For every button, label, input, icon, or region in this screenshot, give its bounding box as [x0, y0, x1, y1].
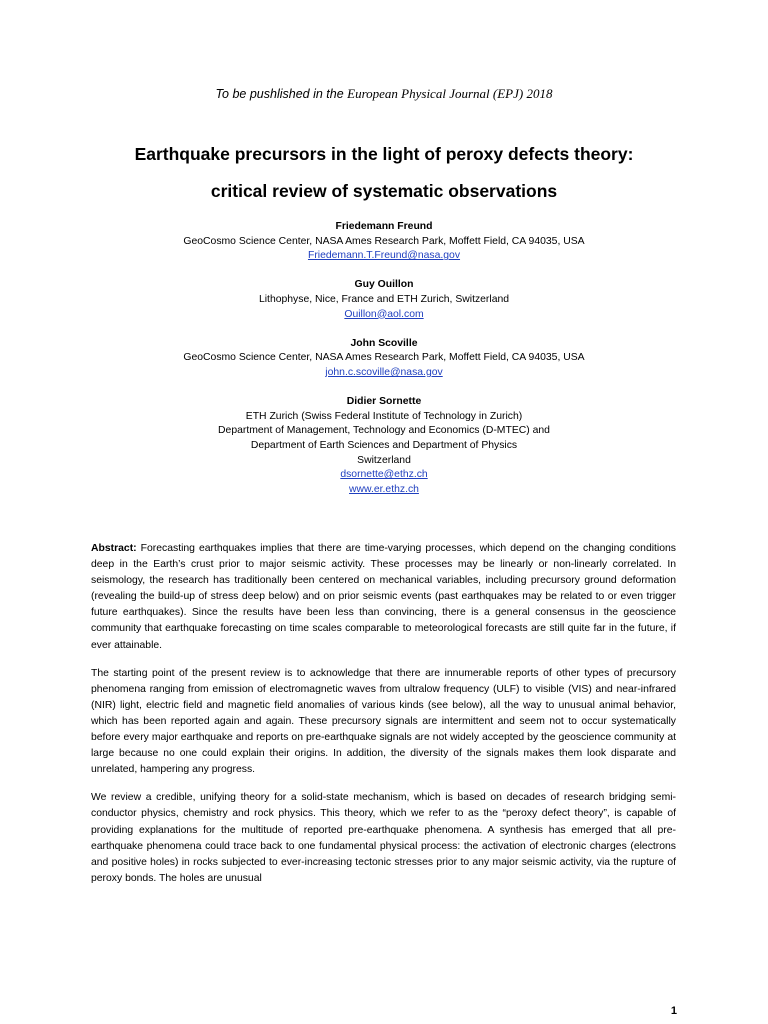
abstract-paragraph-1: [91, 541, 676, 654]
author-name: Friedemann Freund: [335, 221, 433, 232]
author-name: Guy Ouillon: [354, 279, 414, 291]
abstract-label: Abstract:: [91, 543, 137, 554]
abstract-section: [91, 541, 676, 899]
author-block: [0, 395, 768, 497]
author-block: [0, 220, 768, 264]
journal-name: European Physical Journal (EPJ) 2018: [347, 86, 553, 101]
author-block: [0, 337, 768, 381]
paper-title-line-1: Earthquake precursors in the light of peroxy defects theory:: [134, 144, 634, 164]
author-email-link[interactable]: Friedemann.T.Freund@nasa.gov: [307, 250, 461, 262]
author-affiliation: Lithophyse, Nice, France and ETH Zurich, Switzerland: [258, 293, 510, 305]
author-name: John Scoville: [350, 337, 418, 349]
abstract-paragraph-2: The starting point of the present review is to acknowledge that there are innumerable reports of other types of precursory phenomena ranging from emission of electromagnetic waves from ultralow frequency (ULF) to visible (VIS) and near-infrared (NIR) light, electric field and magnetic field anomalies of various kinds (see below), all the way to unusual animal behavior, which has been reported again and again. These precursory signals are intermittent and seem not to occur systematically before every major earthquake and reports on pre-earthquake signals are not widely accepted by the geoscience community at large because no one could explain their origins. In addition, the diversity of the signals makes them look disparate and unrelated, hampering any progress.: [91, 667, 676, 776]
publication-note-prefix: To be pushlished in the: [215, 87, 344, 101]
abstract-text-1: Forecasting earthquakes implies that there are time-varying processes, which depend on the changing conditions deep in the Earth’s crust prior to major seismic activity. These processes may be linearly or non-linearly correlated. In seismology, the research has traditionally been centered on mechanical variables, including precursory ground deformation (revealing the build-up of stress deep below) and on prior seismic events (past earthquakes may be related to or even trigger future earthquakes). Since the results have been less than convincing, there is a general consensus in the geoscience community that earthquake forecasting on time scales comparable to meteorological forecasts are still quite far in the future, if ever attainable.: [91, 543, 676, 651]
author-list: [0, 220, 768, 512]
author-affiliation: GeoCosmo Science Center, NASA Ames Research Park, Moffett Field, CA 94035, USA: [183, 235, 585, 247]
author-email-link[interactable]: dsornette@ethz.ch: [340, 469, 428, 481]
author-block: [0, 278, 768, 322]
abstract-paragraph-3: We review a credible, unifying theory for a solid-state mechanism, which is based on decades of research bridging semi-conductor physics, chemistry and rock physics. This theory, which we refer to as the “peroxy defect theory”, is capable of providing explanations for the multitude of reported pre-earthquake phenomena. A synthesis has emerged that all pre-earthquake phenomena could trace back to one fundamental physical process: the activation of electronic charges (electrons and positive holes) in rocks subjected to ever-increasing tectonic stresses prior to any major seismic activity, via the rupture of peroxy bonds. The holes are unusual: [91, 792, 676, 884]
author-affiliation: Department of Management, Technology and Economics (D-MTEC) and: [218, 425, 550, 437]
author-email-link[interactable]: Ouillon@aol.com: [344, 308, 424, 320]
author-affiliation: ETH Zurich (Swiss Federal Institute of Technology in Zurich): [245, 410, 523, 422]
author-email-link[interactable]: john.c.scoville@nasa.gov: [325, 366, 443, 378]
paper-title-line-2: critical review of systematic observations: [210, 181, 558, 201]
author-affiliation: Department of Earth Sciences and Department of Physics: [250, 439, 518, 451]
page-number: 1: [670, 1005, 677, 1017]
author-affiliation: Switzerland: [357, 454, 411, 466]
author-affiliation: GeoCosmo Science Center, NASA Ames Research Park, Moffett Field, CA 94035, USA: [183, 352, 585, 364]
author-name: Didier Sornette: [346, 396, 422, 408]
author-website-link[interactable]: www.er.ethz.ch: [349, 483, 419, 495]
publication-note: [0, 86, 768, 102]
